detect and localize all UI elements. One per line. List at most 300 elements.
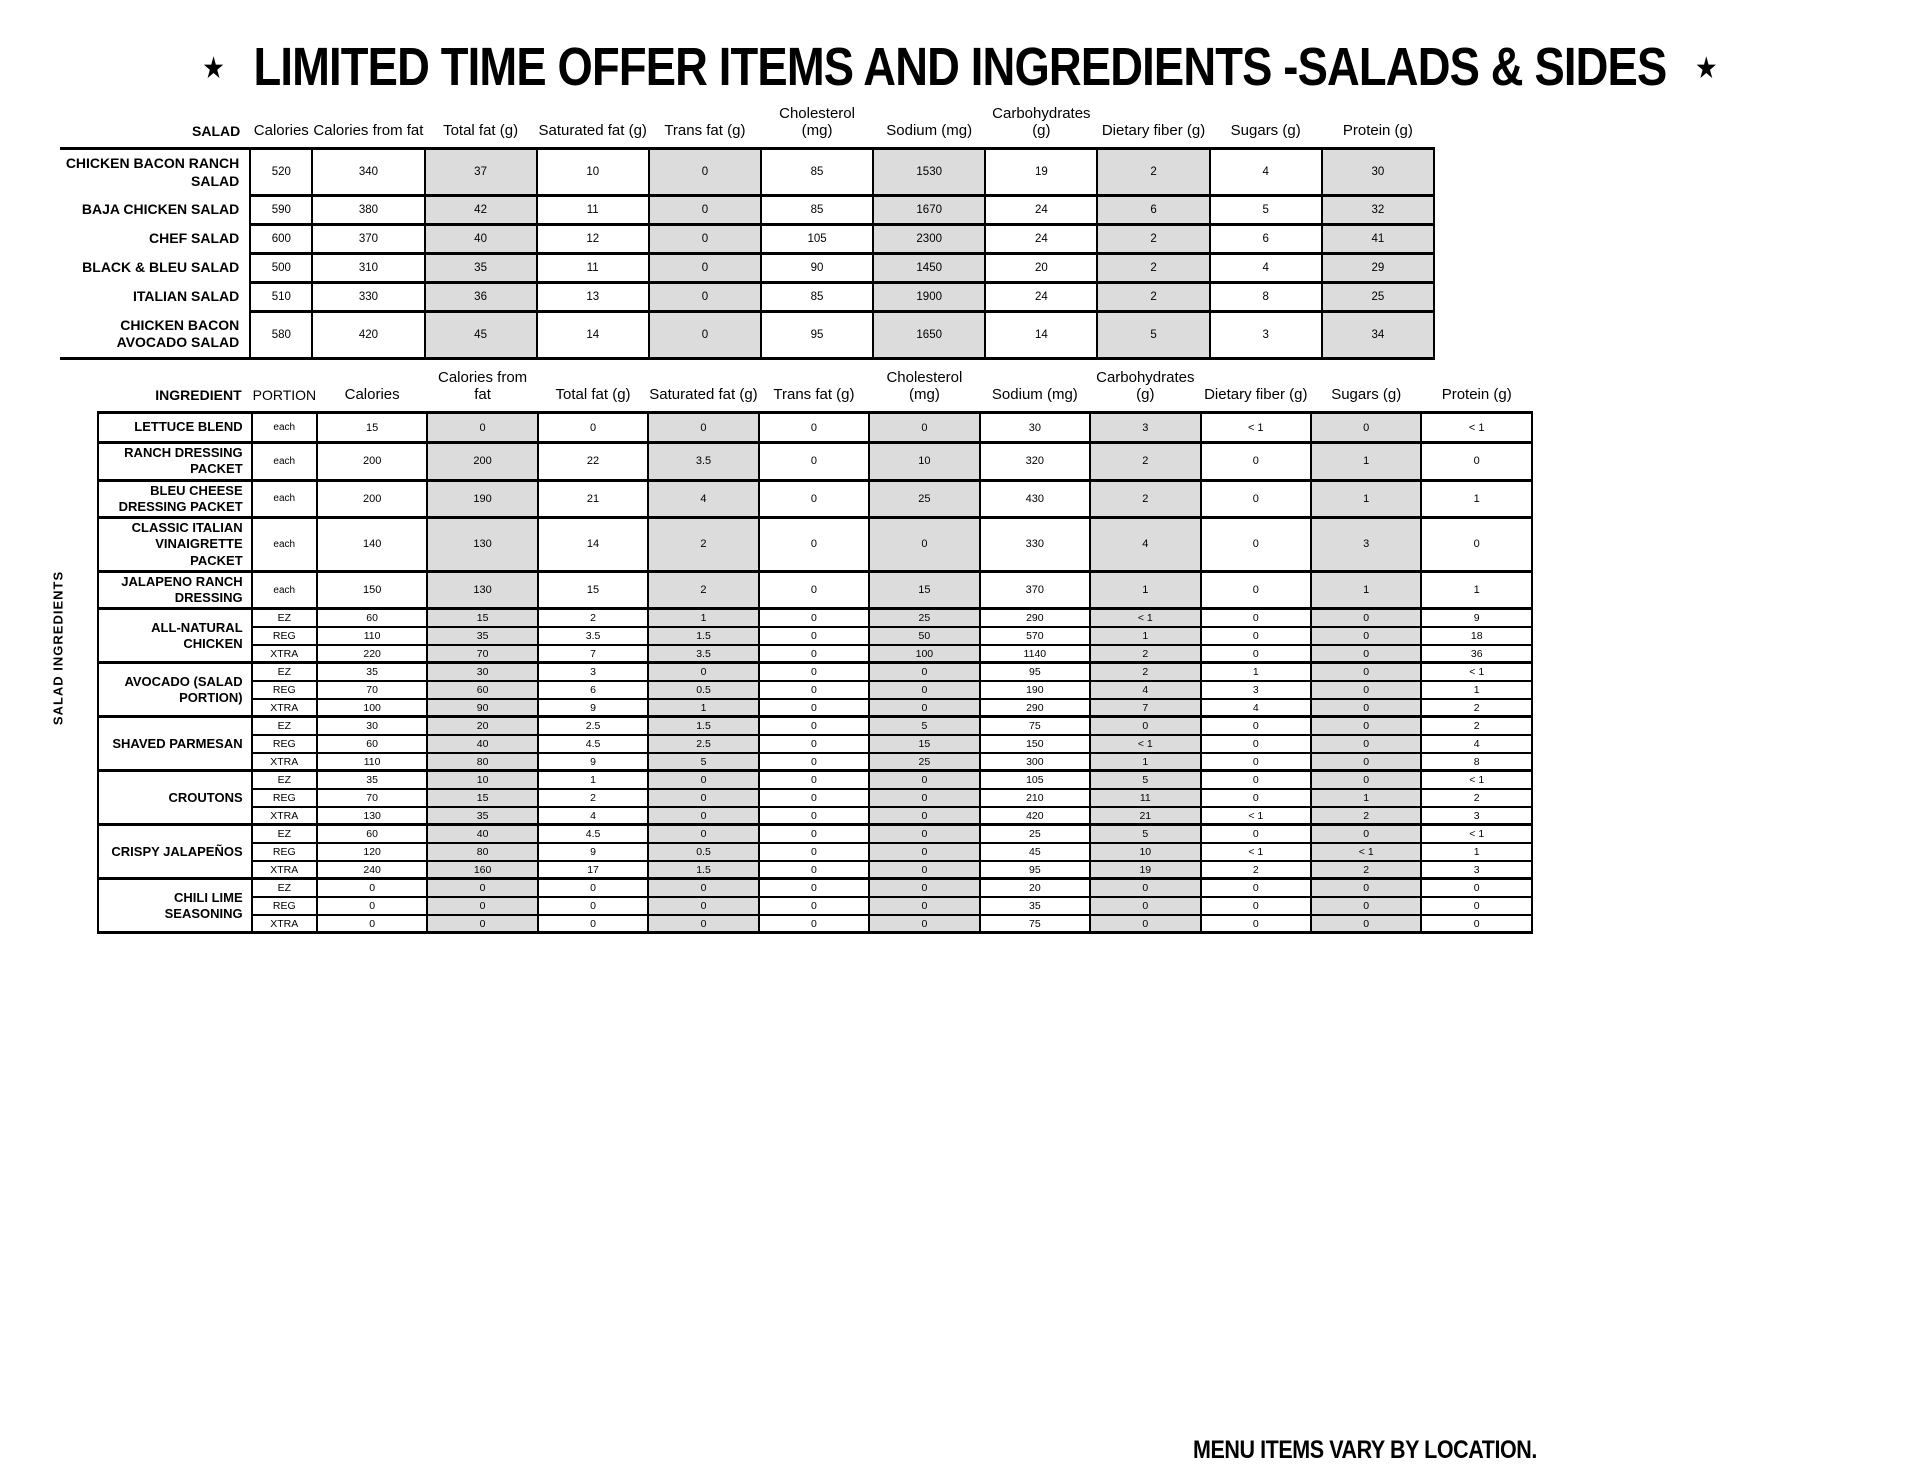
- salad-value: 2: [1097, 254, 1209, 283]
- salad-column-header: Dietary fiber (g): [1101, 122, 1206, 139]
- salad-value: 590: [250, 196, 312, 225]
- ingredient-value: 0: [869, 915, 979, 933]
- ingredient-value: 0: [1201, 771, 1311, 789]
- ingredient-value: 35: [980, 897, 1090, 915]
- salad-value: 370: [312, 225, 424, 254]
- ingredient-value: 160: [427, 861, 537, 879]
- portion-value: each: [252, 443, 317, 481]
- ingredient-value: 0.5: [648, 843, 758, 861]
- salad-column-header: Protein (g): [1342, 122, 1413, 139]
- ingredient-value: 0: [759, 789, 869, 807]
- ingredient-column-header: Trans fat (g): [773, 386, 855, 403]
- ingredient-row: [98, 789, 1532, 807]
- ingredient-value: 0: [1311, 681, 1421, 699]
- salad-value: 32: [1322, 196, 1434, 225]
- ingredient-name: CROUTONS: [98, 771, 252, 825]
- ingredient-value: < 1: [1090, 609, 1200, 627]
- ingredient-value: 0: [1201, 480, 1311, 518]
- ingredient-value: 200: [317, 443, 427, 481]
- ingredient-value: 0: [869, 771, 979, 789]
- salad-column-header: Calories: [253, 122, 309, 139]
- salad-value: 85: [761, 149, 873, 196]
- ingredient-value: 45: [980, 843, 1090, 861]
- ingredient-value: 3.5: [538, 627, 648, 645]
- ingredient-value: 0: [1311, 879, 1421, 897]
- ingredient-value: 0: [759, 897, 869, 915]
- portion-value: EZ: [252, 717, 317, 735]
- page-title: [0, 36, 1920, 98]
- ingredient-value: 300: [980, 753, 1090, 771]
- ingredient-value: 2: [1201, 861, 1311, 879]
- ingredient-value: 3: [538, 663, 648, 681]
- ingredient-value: 2.5: [648, 735, 758, 753]
- ingredient-value: 290: [980, 609, 1090, 627]
- portion-value: REG: [252, 627, 317, 645]
- ingredient-value: 150: [317, 571, 427, 609]
- ingredient-value: 0: [1201, 627, 1311, 645]
- salad-value: 90: [761, 254, 873, 283]
- ingredient-name: JALAPENO RANCH DRESSING: [98, 571, 252, 609]
- ingredient-value: 25: [869, 753, 979, 771]
- salad-value: 1530: [873, 149, 985, 196]
- ingredient-value: 0: [427, 879, 537, 897]
- salad-value: 520: [250, 149, 312, 196]
- ingredient-value: 1: [538, 771, 648, 789]
- ingredient-value: 0: [1201, 753, 1311, 771]
- portion-value: REG: [252, 897, 317, 915]
- star-icon: ★: [1695, 52, 1718, 85]
- ingredient-value: 0: [1201, 897, 1311, 915]
- ingredient-value: 0: [1311, 753, 1421, 771]
- ingredient-name: CLASSIC ITALIAN VINAIGRETTE PACKET: [98, 518, 252, 572]
- ingredient-column-header: Cholesterol (mg): [886, 369, 963, 403]
- salad-value: 310: [312, 254, 424, 283]
- ingredient-value: 25: [980, 825, 1090, 843]
- portion-value: each: [252, 571, 317, 609]
- ingredient-value: 0: [869, 825, 979, 843]
- salad-value: 380: [312, 196, 424, 225]
- portion-value: EZ: [252, 609, 317, 627]
- salad-value: 14: [985, 312, 1097, 359]
- ingredient-value: 1: [1421, 843, 1532, 861]
- portion-value: EZ: [252, 771, 317, 789]
- salad-value: 35: [425, 254, 537, 283]
- portion-value: REG: [252, 681, 317, 699]
- ingredient-value: 60: [317, 609, 427, 627]
- salad-value: 25: [1322, 283, 1434, 312]
- portion-value: EZ: [252, 663, 317, 681]
- ingredient-value: 25: [869, 480, 979, 518]
- ingredient-value: 0: [1090, 915, 1200, 933]
- ingredient-column-header: Sodium (mg): [991, 386, 1078, 403]
- ingredient-value: 4: [1090, 681, 1200, 699]
- salad-column-header: Carbohydrates (g): [992, 105, 1091, 139]
- ingredient-row: [98, 861, 1532, 879]
- ingredient-value: 0: [1421, 518, 1532, 572]
- ingredient-value: 0: [538, 879, 648, 897]
- star-icon: ★: [202, 52, 225, 85]
- salad-value: 2300: [873, 225, 985, 254]
- ingredient-value: 3: [1201, 681, 1311, 699]
- salad-value: 0: [649, 196, 761, 225]
- salad-value: 36: [425, 283, 537, 312]
- ingredient-value: 0: [759, 843, 869, 861]
- salad-header-row: [60, 104, 1434, 149]
- salad-value: 40: [425, 225, 537, 254]
- ingredient-value: 5: [1090, 825, 1200, 843]
- ingredient-value: 1140: [980, 645, 1090, 663]
- ingredient-value: 17: [538, 861, 648, 879]
- ingredient-value: 0: [1311, 699, 1421, 717]
- ingredient-value: 5: [1090, 771, 1200, 789]
- salad-column-header: Total fat (g): [443, 122, 519, 139]
- ingredient-value: 0: [759, 663, 869, 681]
- portion-header: PORTION: [252, 387, 317, 403]
- salad-value: 510: [250, 283, 312, 312]
- ingredient-value: 0: [1421, 443, 1532, 481]
- portion-value: XTRA: [252, 699, 317, 717]
- ingredient-value: 6: [538, 681, 648, 699]
- ingredient-value: 570: [980, 627, 1090, 645]
- ingredient-value: 60: [317, 825, 427, 843]
- ingredient-value: 330: [980, 518, 1090, 572]
- ingredient-value: 0: [427, 413, 537, 443]
- ingredient-row: [98, 480, 1532, 518]
- ingredient-value: 0: [759, 807, 869, 825]
- ingredient-value: 70: [427, 645, 537, 663]
- portion-value: XTRA: [252, 915, 317, 933]
- salad-row: [60, 149, 1434, 196]
- ingredient-value: 0: [869, 663, 979, 681]
- ingredient-value: 30: [317, 717, 427, 735]
- ingredient-value: 0: [759, 518, 869, 572]
- ingredient-value: 3: [1090, 413, 1200, 443]
- portion-value: each: [252, 413, 317, 443]
- ingredient-value: 20: [980, 879, 1090, 897]
- ingredient-value: 70: [317, 789, 427, 807]
- ingredient-value: 2: [648, 571, 758, 609]
- salad-value: 105: [761, 225, 873, 254]
- ingredient-column-header: Total fat (g): [555, 386, 631, 403]
- ingredient-value: 290: [980, 699, 1090, 717]
- ingredient-value: 1: [1311, 443, 1421, 481]
- ingredient-value: < 1: [1201, 843, 1311, 861]
- salad-name: CHEF SALAD: [149, 230, 240, 247]
- ingredient-value: 1: [1311, 571, 1421, 609]
- ingredient-value: 4: [1090, 518, 1200, 572]
- ingredient-value: 0: [759, 571, 869, 609]
- ingredient-value: 1: [1421, 681, 1532, 699]
- ingredient-corner-header: INGREDIENT: [155, 387, 242, 403]
- salad-value: 10: [537, 149, 649, 196]
- ingredient-value: 0: [869, 897, 979, 915]
- ingredient-value: 90: [427, 699, 537, 717]
- salad-value: 0: [649, 254, 761, 283]
- ingredient-value: 1.5: [648, 627, 758, 645]
- salad-value: 11: [537, 196, 649, 225]
- ingredient-value: 0: [648, 825, 758, 843]
- ingredient-value: 0: [427, 897, 537, 915]
- ingredient-value: 0: [1311, 645, 1421, 663]
- ingredient-value: 2: [1090, 645, 1200, 663]
- salad-value: 2: [1097, 283, 1209, 312]
- ingredient-value: 8: [1421, 753, 1532, 771]
- ingredient-row: [98, 879, 1532, 897]
- ingredient-name: CRISPY JALAPEÑOS: [98, 825, 252, 879]
- ingredient-value: 0: [1201, 645, 1311, 663]
- ingredient-header-row: [98, 368, 1532, 413]
- ingredient-value: 0: [759, 861, 869, 879]
- portion-value: EZ: [252, 879, 317, 897]
- ingredient-value: 36: [1421, 645, 1532, 663]
- salad-value: 600: [250, 225, 312, 254]
- ingredient-value: 110: [317, 753, 427, 771]
- ingredient-value: 2: [1090, 443, 1200, 481]
- ingredient-value: 0: [1311, 825, 1421, 843]
- ingredient-value: 130: [317, 807, 427, 825]
- ingredient-value: 0: [1311, 627, 1421, 645]
- ingredient-value: 3: [1421, 861, 1532, 879]
- ingredient-name: RANCH DRESSING PACKET: [98, 443, 252, 481]
- ingredient-value: 0: [648, 789, 758, 807]
- ingredient-nutrition-table: [97, 368, 1533, 934]
- ingredient-value: 5: [869, 717, 979, 735]
- portion-value: XTRA: [252, 645, 317, 663]
- ingredient-value: < 1: [1201, 413, 1311, 443]
- ingredient-value: 15: [427, 789, 537, 807]
- ingredient-value: 0: [1090, 717, 1200, 735]
- ingredient-value: 0: [759, 627, 869, 645]
- salad-column-header: Sodium (mg): [886, 122, 973, 139]
- ingredient-value: 0: [1090, 879, 1200, 897]
- ingredient-value: 0: [1311, 663, 1421, 681]
- ingredient-row: [98, 609, 1532, 627]
- ingredient-row: [98, 753, 1532, 771]
- ingredient-value: 0: [1201, 518, 1311, 572]
- ingredient-value: 1: [1421, 571, 1532, 609]
- ingredient-value: 25: [869, 609, 979, 627]
- ingredient-row: [98, 915, 1532, 933]
- ingredient-value: 110: [317, 627, 427, 645]
- ingredient-value: 18: [1421, 627, 1532, 645]
- portion-value: XTRA: [252, 861, 317, 879]
- ingredient-row: [98, 518, 1532, 572]
- ingredient-row: [98, 897, 1532, 915]
- salad-value: 2: [1097, 225, 1209, 254]
- ingredient-value: 0: [869, 681, 979, 699]
- ingredient-row: [98, 413, 1532, 443]
- ingredient-value: 75: [980, 717, 1090, 735]
- salad-value: 0: [649, 149, 761, 196]
- ingredient-column-header: Dietary fiber (g): [1204, 386, 1308, 403]
- footer-note: MENU ITEMS VARY BY LOCATION.: [1193, 1436, 1537, 1464]
- ingredient-column-header: Saturated fat (g): [649, 386, 758, 403]
- salad-value: 0: [649, 312, 761, 359]
- ingredient-value: 0: [1311, 717, 1421, 735]
- ingredient-value: 4: [538, 807, 648, 825]
- salad-value: 41: [1322, 225, 1434, 254]
- salad-value: 2: [1097, 149, 1209, 196]
- salad-value: 500: [250, 254, 312, 283]
- ingredient-row: [98, 571, 1532, 609]
- ingredient-column-header: Calories from fat: [437, 369, 528, 403]
- ingredient-row: [98, 807, 1532, 825]
- ingredient-value: 0: [1201, 915, 1311, 933]
- ingredient-row: [98, 771, 1532, 789]
- ingredient-value: 100: [869, 645, 979, 663]
- ingredient-value: 0: [1201, 789, 1311, 807]
- ingredient-value: 0: [869, 879, 979, 897]
- salad-value: 330: [312, 283, 424, 312]
- ingredient-value: 95: [980, 861, 1090, 879]
- ingredient-column-header: Carbohydrates (g): [1096, 369, 1195, 403]
- ingredient-row: [98, 735, 1532, 753]
- ingredient-value: 140: [317, 518, 427, 572]
- ingredient-value: 9: [1421, 609, 1532, 627]
- ingredient-value: 0: [648, 771, 758, 789]
- salad-name: CHICKEN BACON RANCH SALAD: [65, 155, 240, 189]
- ingredient-value: 9: [538, 753, 648, 771]
- ingredient-value: 0: [648, 915, 758, 933]
- ingredient-value: 0: [759, 735, 869, 753]
- ingredient-name: BLEU CHEESE DRESSING PACKET: [98, 480, 252, 518]
- ingredient-value: 150: [980, 735, 1090, 753]
- ingredient-value: 2: [1311, 861, 1421, 879]
- ingredient-value: 0: [869, 861, 979, 879]
- salad-value: 45: [425, 312, 537, 359]
- ingredient-row: [98, 443, 1532, 481]
- salad-value: 6: [1097, 196, 1209, 225]
- salad-row: [60, 312, 1434, 359]
- ingredient-value: < 1: [1311, 843, 1421, 861]
- ingredient-value: 2: [1421, 717, 1532, 735]
- ingredient-value: 0: [759, 717, 869, 735]
- ingredient-value: 80: [427, 753, 537, 771]
- salad-row: [60, 225, 1434, 254]
- ingredient-name: LETTUCE BLEND: [98, 413, 252, 443]
- ingredient-value: 2: [1421, 699, 1532, 717]
- ingredient-value: < 1: [1421, 825, 1532, 843]
- ingredient-value: 10: [1090, 843, 1200, 861]
- ingredient-value: 0: [1311, 771, 1421, 789]
- ingredient-value: 30: [980, 413, 1090, 443]
- ingredient-value: 3: [1311, 518, 1421, 572]
- ingredient-value: 0: [1201, 443, 1311, 481]
- ingredient-value: 21: [538, 480, 648, 518]
- salad-value: 95: [761, 312, 873, 359]
- ingredient-value: 130: [427, 518, 537, 572]
- ingredient-value: < 1: [1421, 771, 1532, 789]
- salad-name: BAJA CHICKEN SALAD: [81, 201, 240, 218]
- ingredient-value: 0: [317, 897, 427, 915]
- ingredient-value: 1: [1421, 480, 1532, 518]
- ingredient-value: 0: [1201, 571, 1311, 609]
- salad-value: 1450: [873, 254, 985, 283]
- portion-value: REG: [252, 789, 317, 807]
- ingredient-value: 210: [980, 789, 1090, 807]
- ingredient-value: 21: [1090, 807, 1200, 825]
- ingredient-value: 370: [980, 571, 1090, 609]
- portion-value: XTRA: [252, 807, 317, 825]
- portion-value: REG: [252, 735, 317, 753]
- portion-value: each: [252, 480, 317, 518]
- ingredient-column-header: Protein (g): [1441, 386, 1512, 403]
- ingredient-value: 0: [427, 915, 537, 933]
- ingredient-value: 100: [317, 699, 427, 717]
- ingredient-value: 4: [1201, 699, 1311, 717]
- ingredient-value: 20: [427, 717, 537, 735]
- ingredient-value: 220: [317, 645, 427, 663]
- ingredient-value: 2: [1311, 807, 1421, 825]
- ingredient-value: 1: [1311, 480, 1421, 518]
- ingredient-value: 14: [538, 518, 648, 572]
- salad-name: CHICKEN BACON AVOCADO SALAD: [116, 316, 240, 351]
- ingredient-value: 1: [1311, 789, 1421, 807]
- ingredient-value: 4.5: [538, 825, 648, 843]
- ingredient-value: 10: [427, 771, 537, 789]
- ingredient-value: 0: [869, 807, 979, 825]
- salad-value: 6: [1210, 225, 1322, 254]
- ingredient-value: 0: [759, 879, 869, 897]
- salad-row: [60, 254, 1434, 283]
- salad-value: 1670: [873, 196, 985, 225]
- ingredient-value: 0: [1090, 897, 1200, 915]
- ingredient-value: 19: [1090, 861, 1200, 879]
- salad-nutrition-table: [60, 104, 1435, 360]
- ingredient-value: 0: [1201, 717, 1311, 735]
- salad-value: 4: [1210, 149, 1322, 196]
- ingredient-row: [98, 825, 1532, 843]
- salad-column-header: Saturated fat (g): [538, 122, 647, 139]
- ingredient-value: 40: [427, 825, 537, 843]
- ingredient-value: 0: [648, 897, 758, 915]
- ingredient-value: < 1: [1090, 735, 1200, 753]
- salad-value: 11: [537, 254, 649, 283]
- ingredient-value: 15: [538, 571, 648, 609]
- ingredient-value: 0: [759, 609, 869, 627]
- salad-value: 8: [1210, 283, 1322, 312]
- salad-value: 420: [312, 312, 424, 359]
- ingredient-name: ALL-NATURAL CHICKEN: [98, 609, 252, 663]
- ingredient-value: 0: [1421, 897, 1532, 915]
- ingredient-value: 2: [538, 609, 648, 627]
- salad-value: 19: [985, 149, 1097, 196]
- ingredient-value: 3.5: [648, 443, 758, 481]
- ingredient-value: 4: [1421, 735, 1532, 753]
- salad-value: 5: [1097, 312, 1209, 359]
- salad-column-header: Trans fat (g): [664, 122, 746, 139]
- ingredient-row: [98, 645, 1532, 663]
- salad-value: 3: [1210, 312, 1322, 359]
- portion-value: REG: [252, 843, 317, 861]
- ingredient-value: 75: [980, 915, 1090, 933]
- ingredient-value: 0: [317, 879, 427, 897]
- ingredient-value: 30: [427, 663, 537, 681]
- ingredient-row: [98, 627, 1532, 645]
- ingredient-row: [98, 681, 1532, 699]
- ingredient-value: 0: [869, 699, 979, 717]
- portion-value: each: [252, 518, 317, 572]
- ingredient-value: 0: [759, 681, 869, 699]
- ingredient-value: 35: [427, 627, 537, 645]
- ingredient-value: 3: [1421, 807, 1532, 825]
- ingredient-row: [98, 717, 1532, 735]
- ingredient-value: 0: [648, 807, 758, 825]
- ingredient-value: 0: [648, 663, 758, 681]
- side-label-salad-ingredients: SALAD INGREDIENTS: [50, 570, 66, 726]
- portion-value: EZ: [252, 825, 317, 843]
- ingredient-value: 2: [1090, 480, 1200, 518]
